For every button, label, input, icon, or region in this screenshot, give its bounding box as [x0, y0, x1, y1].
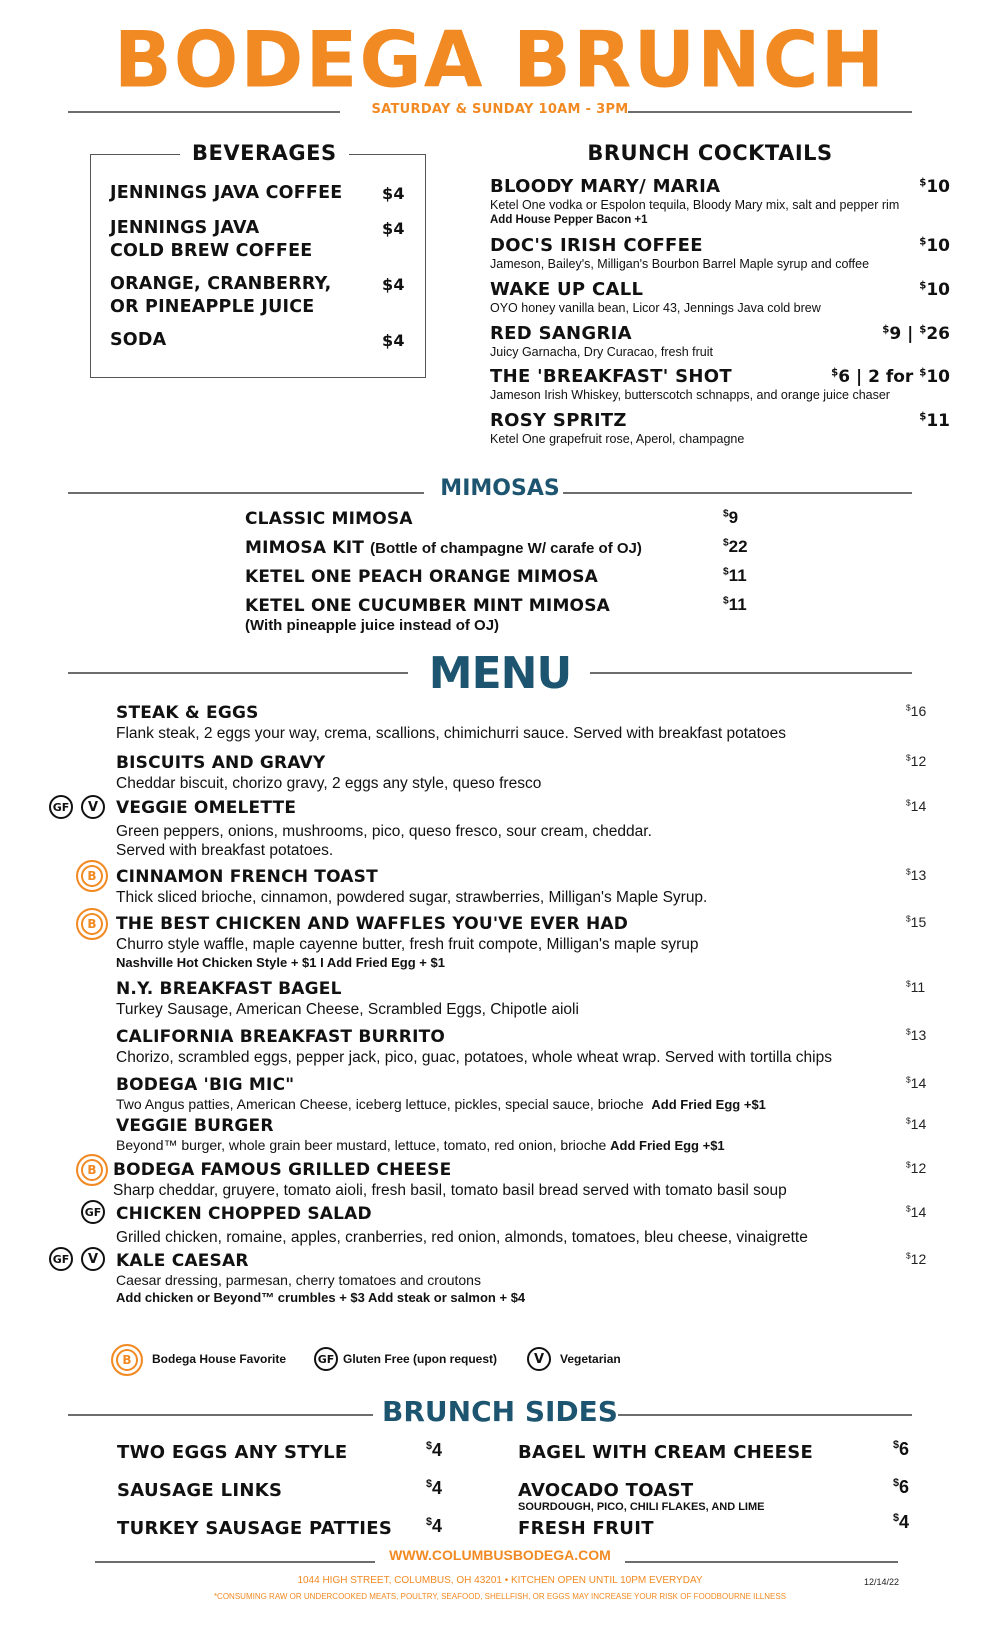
side-item-name: TURKEY SAUSAGE PATTIES	[117, 1518, 393, 1539]
side-item-price: $4	[893, 1512, 910, 1532]
menu-item-name: N.Y. BREAKFAST BAGEL	[116, 979, 342, 999]
side-item-price: $4	[426, 1440, 443, 1460]
menu-item-desc-line2: Served with breakfast potatoes.	[116, 842, 334, 859]
side-item-name: BAGEL WITH CREAM CHEESE	[518, 1442, 814, 1463]
menu-item-name: VEGGIE BURGER	[116, 1116, 274, 1136]
menu-item-addon: Add chicken or Beyond™ crumbles + $3 Add steak or salmon + $4	[116, 1290, 526, 1305]
menu-item-name: BODEGA FAMOUS GRILLED CHEESE	[113, 1160, 452, 1180]
mimosa-price: $11	[723, 595, 747, 614]
menu-item-price: $12	[906, 1250, 927, 1267]
cocktail-desc: Jameson Irish Whiskey, butterscotch schnapps, and orange juice chaser	[490, 388, 890, 402]
sides-heading: BRUNCH SIDES	[382, 1395, 618, 1428]
cocktail-price: $9 | $26	[882, 324, 950, 344]
cocktail-name: RED SANGRIA	[490, 323, 632, 344]
address-hours: 1044 HIGH STREET, COLUMBUS, OH 43201 • KITCHEN OPEN UNTIL 10PM EVERYDAY	[297, 1575, 703, 1586]
beverage-price: $4	[382, 275, 405, 294]
beverage-price: $4	[382, 184, 405, 203]
menu-heading: MENU	[428, 648, 572, 699]
menu-item-desc: Beyond™ burger, whole grain beer mustard, lettuce, tomato, red onion, brioche Add Fried Egg +$1	[116, 1137, 725, 1153]
menu-item-price: $13	[906, 1026, 927, 1043]
menu-date: 12/14/22	[864, 1577, 900, 1587]
side-item-price: $4	[426, 1516, 443, 1536]
cocktail-desc: Jameson, Bailey's, Milligan's Bourbon Barrel Maple syrup and coffee	[490, 257, 870, 271]
cocktail-desc: Juicy Garnacha, Dry Curacao, fresh fruit	[490, 345, 713, 359]
cocktail-name: BLOODY MARY/ MARIA	[490, 176, 721, 197]
beverage-name-line1: ORANGE, CRANBERRY,	[110, 274, 332, 294]
mimosas-heading: MIMOSAS	[440, 476, 560, 501]
cocktail-item	[490, 324, 950, 360]
mimosa-note: (Bottle of champagne W/ carafe of OJ)	[370, 540, 642, 557]
menu-item-desc: Sharp cheddar, gruyere, tomato aioli, fresh basil, tomato basil bread served with tomato basil soup	[113, 1182, 787, 1199]
house-favorite-icon: B	[111, 1344, 143, 1376]
menu-item	[116, 702, 936, 743]
menu-item-addon: Add Fried Egg +$1	[651, 1097, 766, 1112]
beverage-name-line2: OR PINEAPPLE JUICE	[110, 297, 315, 317]
mimosa-name: KETEL ONE PEACH ORANGE MIMOSA	[245, 567, 599, 587]
cocktail-price: $6 | 2 for $10	[831, 367, 950, 387]
menu-item-desc: Cheddar biscuit, chorizo gravy, 2 eggs any style, queso fresco	[116, 775, 542, 792]
menu-item	[116, 866, 936, 907]
menu-item-addon: Nashville Hot Chicken Style + $1 I Add Fried Egg + $1	[116, 955, 445, 970]
menu-item	[116, 1074, 936, 1113]
cocktail-item	[490, 236, 950, 272]
gluten-free-icon: GF	[314, 1347, 338, 1371]
mimosa-price: $11	[723, 566, 747, 585]
mimosa-name: MIMOSA KIT (Bottle of champagne W/ carafe of OJ)	[245, 538, 642, 558]
menu-item	[116, 913, 936, 971]
beverage-price: $4	[382, 331, 405, 350]
house-favorite-icon: B	[76, 908, 108, 940]
menu-item-addon: Add Fried Egg +$1	[610, 1138, 725, 1153]
menu-item-desc: Chorizo, scrambled eggs, pepper jack, pico, guac, potatoes, whole wheat wrap. Served with tortilla chips	[116, 1049, 832, 1066]
legend-gluten-free: Gluten Free (upon request)	[343, 1352, 498, 1366]
mimosa-name: CLASSIC MIMOSA	[245, 509, 413, 529]
menu-item-desc: Two Angus patties, American Cheese, iceberg lettuce, pickles, special sauce, brioche Add Fried Egg +$1	[116, 1096, 766, 1112]
food-safety-warning: *CONSUMING RAW OR UNDERCOOKED MEATS, POULTRY, SEAFOOD, SHELLFISH, OR EGGS MAY INCREASE YOUR RISK OF FOODBOURNE ILLNESS	[213, 1592, 787, 1601]
menu-item-desc: Thick sliced brioche, cinnamon, powdered sugar, strawberries, Milligan's Maple Syrup.	[116, 889, 708, 906]
menu-item-price: $14	[906, 1203, 927, 1220]
menu-item-name: THE BEST CHICKEN AND WAFFLES YOU'VE EVER HAD	[116, 914, 629, 934]
beverage-item	[110, 273, 410, 319]
menu-item-desc: Green peppers, onions, mushrooms, pico, queso fresco, sour cream, cheddar.	[116, 823, 652, 840]
gluten-free-icon: GF	[49, 1247, 73, 1271]
menu-item-name: BISCUITS AND GRAVY	[116, 753, 326, 773]
menu-item	[116, 1115, 936, 1154]
mimosa-item	[245, 566, 755, 588]
side-item-name: FRESH FRUIT	[518, 1518, 654, 1539]
menu-item-price: $15	[906, 913, 927, 930]
menu-item-desc: Churro style waffle, maple cayenne butter, fresh fruit compote, Milligan's maple syrup	[116, 936, 699, 953]
mimosa-item	[245, 508, 755, 530]
menu-item-price: $12	[906, 1159, 927, 1176]
beverage-item	[110, 217, 410, 263]
cocktails-heading: BRUNCH COCKTAILS	[587, 141, 833, 165]
gluten-free-icon: GF	[81, 1200, 105, 1224]
side-item-desc: SOURDOUGH, PICO, CHILI FLAKES, AND LIME	[518, 1501, 765, 1513]
mimosa-price: $22	[723, 537, 748, 556]
menu-item-desc: Turkey Sausage, American Cheese, Scrambled Eggs, Chipotle aioli	[116, 1001, 579, 1018]
hours-subtitle: SATURDAY & SUNDAY 10AM - 3PM	[371, 102, 629, 117]
side-item-name: TWO EGGS ANY STYLE	[117, 1442, 348, 1463]
cocktail-name: THE 'BREAKFAST' SHOT	[490, 366, 732, 387]
beverage-name-line1: JENNINGS JAVA	[110, 218, 260, 238]
menu-item-name: VEGGIE OMELETTE	[116, 798, 297, 818]
side-item-price: $4	[426, 1478, 443, 1498]
mimosa-item	[245, 595, 755, 635]
mimosa-item	[245, 537, 755, 560]
cocktail-price: $10	[919, 177, 950, 197]
mimosa-name: KETEL ONE CUCUMBER MINT MIMOSA	[245, 596, 611, 616]
vegetarian-icon: V	[527, 1347, 551, 1371]
mimosa-note: (With pineapple juice instead of OJ)	[245, 617, 500, 634]
beverages-heading: BEVERAGES	[180, 141, 349, 165]
menu-item	[116, 752, 936, 793]
legend-vegetarian: Vegetarian	[560, 1352, 621, 1366]
side-item-price: $6	[893, 1477, 910, 1497]
menu-item-price: $13	[906, 866, 927, 883]
cocktail-item	[490, 367, 950, 403]
beverage-name-line2: COLD BREW COFFEE	[110, 241, 313, 261]
vegetarian-icon: V	[81, 1247, 105, 1271]
menu-item	[116, 978, 936, 1019]
menu-item-price: $14	[906, 797, 927, 814]
cocktail-price: $11	[919, 411, 950, 431]
side-item-name: SAUSAGE LINKS	[117, 1480, 283, 1501]
menu-item-price: $11	[906, 978, 926, 995]
menu-item-desc: Caesar dressing, parmesan, cherry tomatoes and croutons	[116, 1272, 481, 1288]
menu-item	[116, 1250, 936, 1306]
gluten-free-icon: GF	[49, 795, 73, 819]
side-item-price: $6	[893, 1439, 910, 1459]
cocktail-addon: Add House Pepper Bacon +1	[490, 214, 648, 226]
cocktail-name: ROSY SPRITZ	[490, 410, 627, 431]
cocktail-price: $10	[919, 280, 950, 300]
menu-item-price: $16	[906, 702, 927, 719]
beverage-item	[110, 182, 410, 205]
menu-item-name: KALE CAESAR	[116, 1251, 249, 1271]
cocktail-name: WAKE UP CALL	[490, 279, 644, 300]
menu-item-name: STEAK & EGGS	[116, 703, 259, 723]
side-item-name: AVOCADO TOAST	[518, 1480, 694, 1501]
website-link[interactable]: WWW.COLUMBUSBODEGA.COM	[389, 1547, 611, 1563]
beverage-name: SODA	[110, 330, 167, 350]
menu-item-name: CALIFORNIA BREAKFAST BURRITO	[116, 1027, 446, 1047]
menu-item-name: BODEGA 'BIG MIC"	[116, 1075, 295, 1095]
menu-item-desc: Flank steak, 2 eggs your way, crema, scallions, chimichurri sauce. Served with breakfast potatoes	[116, 725, 786, 742]
cocktail-desc: Ketel One grapefruit rose, Aperol, champagne	[490, 432, 745, 446]
house-favorite-icon: B	[76, 1154, 108, 1186]
menu-item-price: $14	[906, 1074, 927, 1091]
menu-item-desc: Grilled chicken, romaine, apples, cranberries, red onion, almonds, tomatoes, bleu cheese, vinaigrette	[116, 1229, 808, 1246]
menu-title: BODEGA BRUNCH	[113, 14, 887, 105]
cocktail-item	[490, 411, 950, 447]
vegetarian-icon: V	[81, 795, 105, 819]
menu-item	[113, 1159, 933, 1200]
menu-item	[116, 1026, 936, 1067]
cocktail-item	[490, 177, 950, 228]
beverage-name: JENNINGS JAVA COFFEE	[110, 183, 343, 203]
menu-item	[116, 797, 936, 860]
menu-item-name: CINNAMON FRENCH TOAST	[116, 867, 378, 887]
menu-item	[116, 1203, 936, 1247]
cocktail-desc: OYO honey vanilla bean, Licor 43, Jennings Java cold brew	[490, 301, 821, 315]
cocktail-name: DOC'S IRISH COFFEE	[490, 235, 703, 256]
menu-item-name: CHICKEN CHOPPED SALAD	[116, 1204, 372, 1224]
cocktail-item	[490, 280, 950, 316]
beverage-price: $4	[382, 219, 405, 238]
cocktail-desc: Ketel One vodka or Espolon tequila, Bloody Mary mix, salt and pepper rim	[490, 198, 900, 212]
menu-item-price: $12	[906, 752, 927, 769]
menu-item-price: $14	[906, 1115, 927, 1132]
mimosa-price: $9	[723, 508, 739, 527]
beverage-item	[110, 329, 410, 352]
cocktail-price: $10	[919, 236, 950, 256]
house-favorite-icon: B	[76, 860, 108, 892]
legend-house-favorite: Bodega House Favorite	[152, 1352, 287, 1366]
